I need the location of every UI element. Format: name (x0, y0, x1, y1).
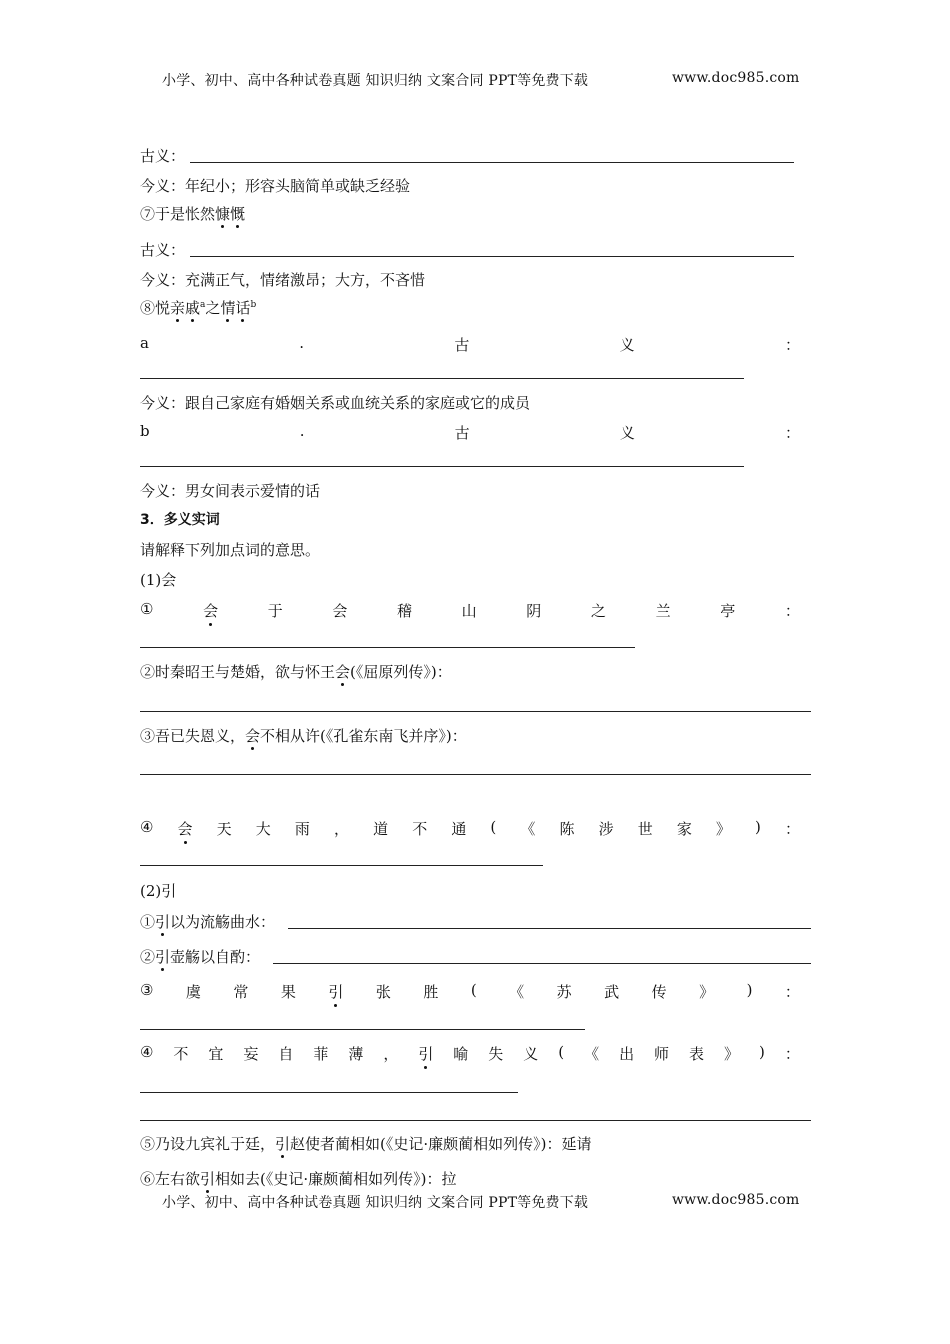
heading-yin: (2)引 (140, 882, 177, 900)
footer-text: 小学、初中、高中各种试卷真题 知识归纳 文案合同 PPT等免费下载 (162, 1195, 589, 1211)
item-7: ⑦于是怅然慷慨 (140, 205, 246, 223)
gu-label: 古义： (140, 241, 186, 259)
section-title: 3．多义实词 (140, 512, 220, 528)
a-gu-row: a . 古 义 ： (140, 334, 800, 354)
page-header (162, 70, 588, 90)
footer-site: www.doc985.com (672, 1192, 800, 1208)
header-site: www.doc985.com (672, 70, 800, 86)
hui-q1: ① 会 于 会 稽 山 阴 之 兰 亭 ： (140, 600, 800, 620)
answer-line[interactable] (190, 256, 794, 257)
hui-q3: ③吾已失恩义，会不相从许(《孔雀东南飞并序》)： (140, 727, 467, 745)
hui-q2: ②时秦昭王与楚婚，欲与怀王会(《屈原列传》)： (140, 663, 452, 681)
jin-meaning: 今义：充满正气，情绪激昂；大方，不吝惜 (140, 271, 426, 289)
jin-meaning: 今义：年纪小；形容头脑简单或缺乏经验 (140, 177, 411, 195)
yin-q2: ②引壶觞以自酌： (140, 948, 261, 966)
yin-q1: ①引以为流觞曲水： (140, 913, 276, 931)
jin-meaning: 今义：跟自己家庭有婚姻关系或血统关系的家庭或它的成员 (140, 394, 531, 412)
answer-line[interactable] (140, 466, 744, 467)
gu-label: 古义： (140, 147, 186, 165)
yin-q6: ⑥左右欲引相如去(《史记·廉颇蔺相如列传》)：拉 (140, 1170, 457, 1188)
answer-line[interactable] (273, 963, 811, 964)
item-8: ⑧悦亲戚$^a$之情话$^b$ (140, 299, 257, 317)
instruction: 请解释下列加点词的意思。 (140, 541, 321, 559)
yin-q3: ③ 虞 常 果 引 张 胜 ( 《 苏 武 传 》 ) ： (140, 981, 800, 1001)
answer-line[interactable] (288, 928, 811, 929)
yin-q5: ⑤乃设九宾礼于廷，引赵使者蔺相如(《史记·廉颇蔺相如列传》)：延请 (140, 1135, 592, 1153)
b-gu-row: b . 古 义 ： (140, 422, 800, 442)
yin-q4: ④ 不 宜 妄 自 菲 薄 ， 引 喻 失 义 ( 《 出 师 表 》 ) ： (140, 1043, 800, 1063)
answer-line[interactable] (190, 162, 794, 163)
answer-line[interactable] (140, 378, 744, 379)
answer-line[interactable] (140, 1029, 585, 1030)
page-footer (162, 1192, 588, 1212)
answer-line[interactable] (140, 774, 811, 775)
heading-hui: (1)会 (140, 571, 177, 589)
jin-meaning: 今义：男女间表示爱情的话 (140, 482, 321, 500)
answer-line[interactable] (140, 1092, 518, 1093)
hui-q4: ④ 会 天 大 雨 ， 道 不 通 ( 《 陈 涉 世 家 》 ) ： (140, 818, 800, 838)
answer-line[interactable] (140, 865, 543, 866)
answer-line[interactable] (140, 647, 635, 648)
answer-line[interactable] (140, 1120, 811, 1121)
header-text: 小学、初中、高中各种试卷真题 知识归纳 文案合同 PPT等免费下载 (162, 73, 589, 89)
answer-line[interactable] (140, 711, 811, 712)
